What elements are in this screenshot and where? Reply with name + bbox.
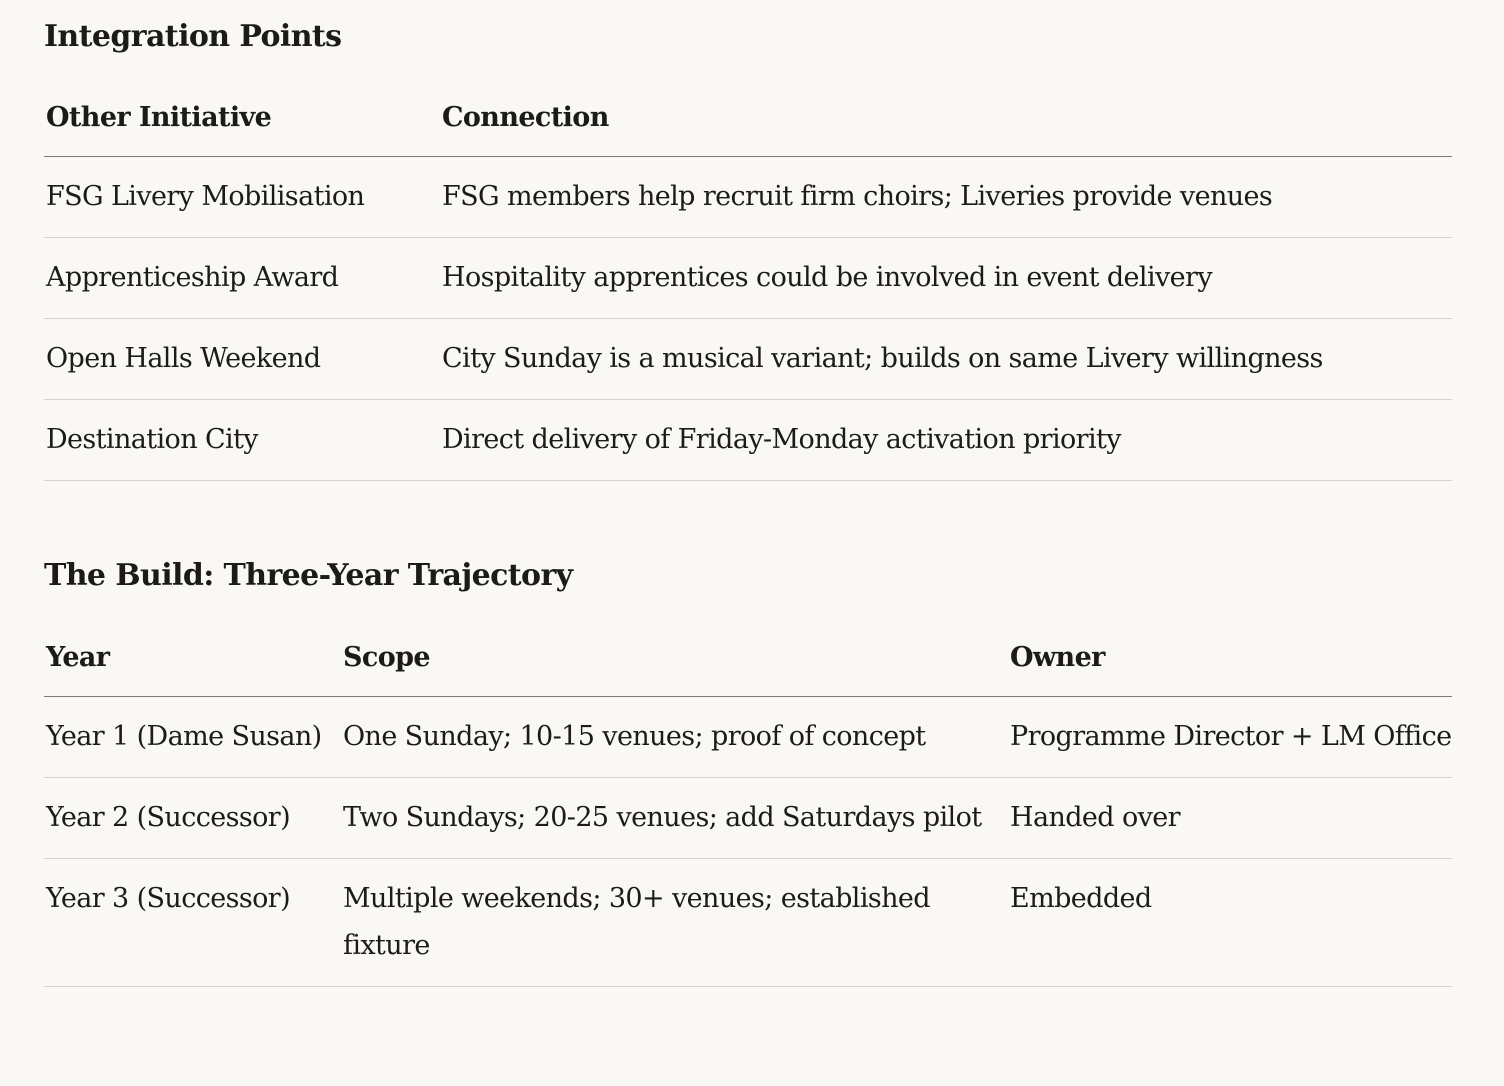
year-cell: Year 2 (Successor) [44, 778, 341, 859]
owner-cell: Programme Director + LM Office [1008, 697, 1452, 778]
year-cell: Year 3 (Successor) [44, 859, 341, 987]
table-row [44, 778, 1452, 859]
column-header-year: Year [44, 616, 341, 697]
column-header-scope: Scope [341, 616, 1008, 697]
table-row [44, 400, 1452, 481]
table-row [44, 859, 1452, 987]
scope-cell: Two Sundays; 20-25 venues; add Saturdays pilot [341, 778, 1008, 859]
initiative-cell: Apprenticeship Award [44, 238, 440, 319]
table-header-row [44, 76, 1452, 157]
table-row [44, 697, 1452, 778]
initiative-cell: Open Halls Weekend [44, 319, 440, 400]
connection-cell: City Sunday is a musical variant; builds on same Livery willingness [440, 319, 1452, 400]
table-row [44, 238, 1452, 319]
three-year-trajectory-heading: The Build: Three-Year Trajectory [44, 558, 573, 593]
column-header-connection: Connection [440, 76, 1452, 157]
year-cell: Year 1 (Dame Susan) [44, 697, 341, 778]
scope-cell: One Sunday; 10-15 venues; proof of concept [341, 697, 1008, 778]
column-header-owner: Owner [1008, 616, 1452, 697]
table-header-row [44, 616, 1452, 697]
scope-cell: Multiple weekends; 30+ venues; established fixture [341, 859, 1008, 987]
connection-cell: Direct delivery of Friday-Monday activation priority [440, 400, 1452, 481]
initiative-cell: FSG Livery Mobilisation [44, 157, 440, 238]
table-row [44, 319, 1452, 400]
integration-points-heading: Integration Points [44, 19, 342, 54]
table-row [44, 157, 1452, 238]
integration-points-table [44, 76, 1452, 481]
three-year-trajectory-table [44, 616, 1452, 987]
owner-cell: Embedded [1008, 859, 1452, 987]
connection-cell: FSG members help recruit firm choirs; Liveries provide venues [440, 157, 1452, 238]
owner-cell: Handed over [1008, 778, 1452, 859]
connection-cell: Hospitality apprentices could be involved in event delivery [440, 238, 1452, 319]
initiative-cell: Destination City [44, 400, 440, 481]
column-header-other-initiative: Other Initiative [44, 76, 440, 157]
